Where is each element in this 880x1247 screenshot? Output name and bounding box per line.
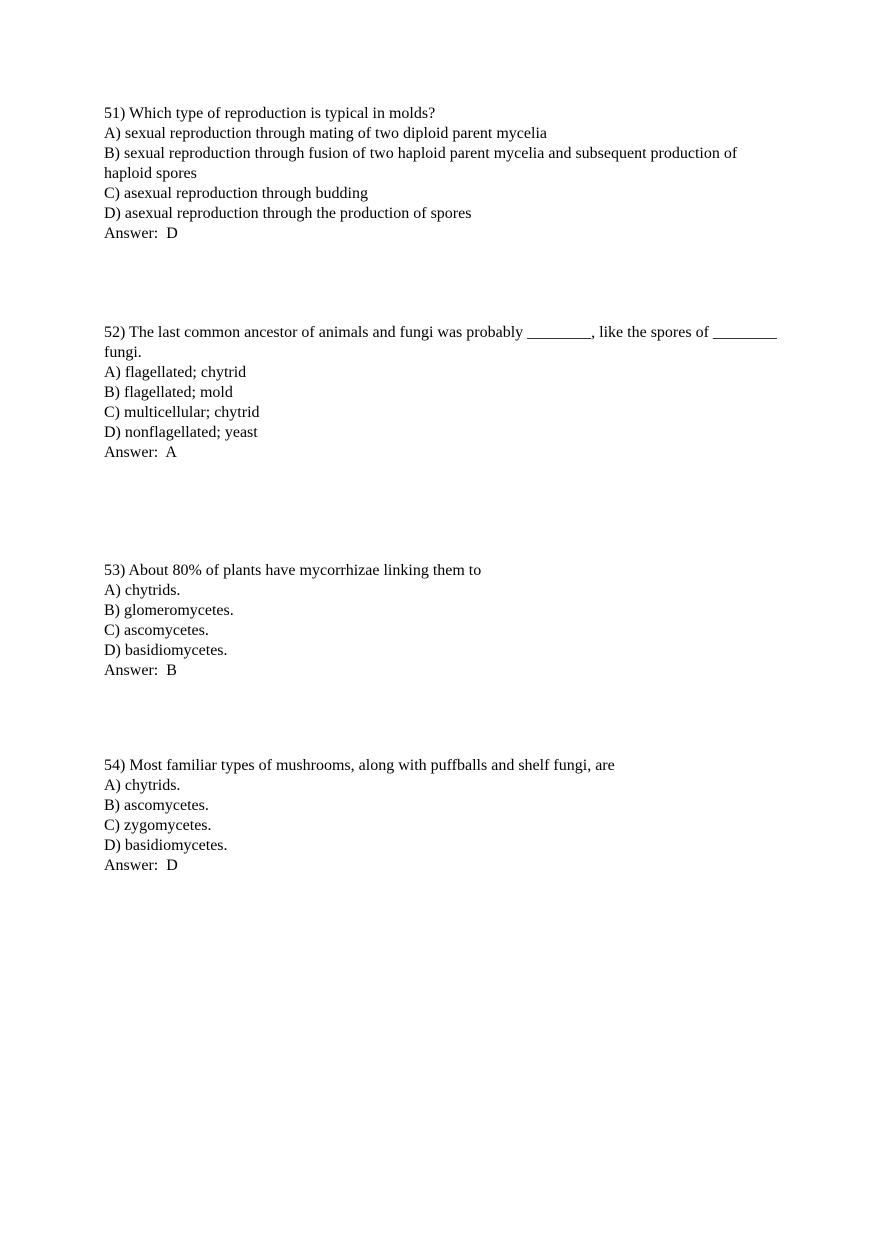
option-c: C) asexual reproduction through budding [104, 185, 368, 202]
answer-key: Answer: D [104, 225, 178, 242]
option-a: A) flagellated; chytrid [104, 364, 247, 381]
option-c: C) ascomycetes. [104, 622, 209, 639]
option-d: D) basidiomycetes. [104, 837, 228, 854]
question-prompt: 52) The last common ancestor of animals and fungi was probably ________, like the spores of ________ fungi. [104, 324, 777, 361]
option-b: B) sexual reproduction through fusion of two haploid parent mycelia and subsequent production of haploid spores [104, 145, 738, 182]
option-a: A) sexual reproduction through mating of two diploid parent mycelia [104, 125, 547, 142]
answer-key: Answer: B [104, 662, 177, 679]
option-c: C) multicellular; chytrid [104, 404, 260, 421]
option-b: B) flagellated; mold [104, 384, 233, 401]
option-a: A) chytrids. [104, 582, 181, 599]
answer-key: Answer: D [104, 857, 178, 874]
question-54 [104, 756, 784, 876]
option-b: B) ascomycetes. [104, 797, 209, 814]
option-d: D) nonflagellated; yeast [104, 424, 258, 441]
answer-key: Answer: A [104, 444, 177, 461]
option-a: A) chytrids. [104, 777, 181, 794]
option-d: D) asexual reproduction through the production of spores [104, 205, 472, 222]
option-d: D) basidiomycetes. [104, 642, 228, 659]
question-prompt: 54) Most familiar types of mushrooms, along with puffballs and shelf fungi, are [104, 757, 615, 774]
option-c: C) zygomycetes. [104, 817, 212, 834]
question-prompt: 53) About 80% of plants have mycorrhizae linking them to [104, 562, 482, 579]
question-53 [104, 561, 784, 681]
question-prompt: 51) Which type of reproduction is typical in molds? [104, 105, 436, 122]
question-52 [104, 323, 784, 463]
option-b: B) glomeromycetes. [104, 602, 234, 619]
question-51 [104, 104, 784, 244]
